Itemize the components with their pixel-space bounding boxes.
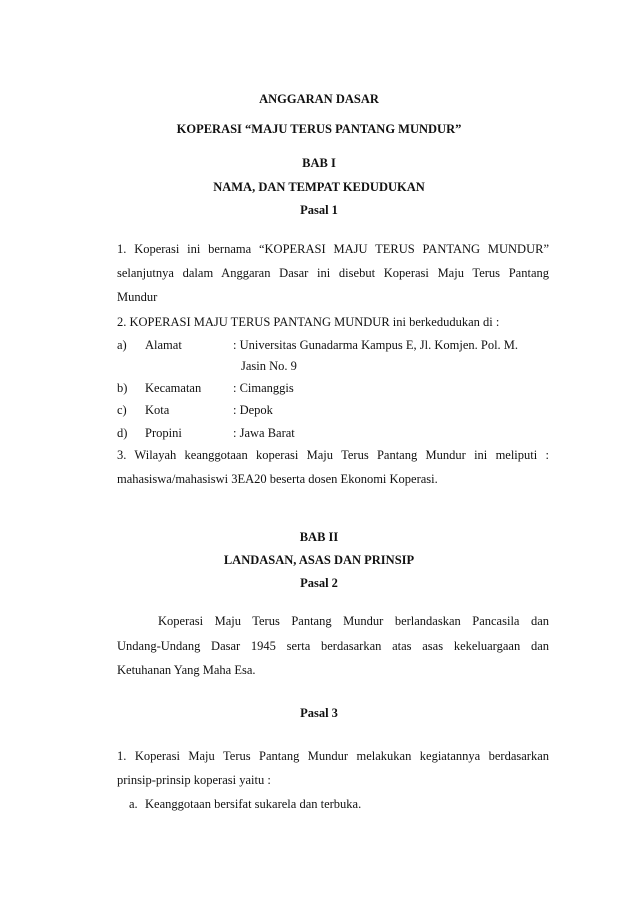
pasal2-paragraph-line2: Undang-Undang Dasar 1945 serta berdasarkan atas asas kekeluargaan dan [117, 639, 549, 653]
pasal2-paragraph-line3: Ketuhanan Yang Maha Esa. [117, 663, 256, 677]
pasal1-paragraph1-line3: Mundur [117, 290, 158, 304]
pasal3-paragraph1-line2: prinsip-prinsip koperasi yaitu : [117, 773, 271, 787]
bab2-title: LANDASAN, ASAS DAN PRINSIP [223, 553, 415, 567]
address-item-continuation: Jasin No. 9 [241, 359, 297, 373]
item-label: Alamat [145, 338, 182, 352]
item-text: Keanggotaan bersifat sukarela dan terbuka. [145, 797, 362, 811]
item-marker: a. [129, 797, 138, 811]
document-title: ANGGARAN DASAR [259, 92, 379, 106]
item-marker: d) [117, 426, 128, 440]
pasal1-paragraph1-line1: 1. Koperasi ini bernama “KOPERASI MAJU TERUS PANTANG MUNDUR” [117, 242, 549, 256]
pasal1-paragraph2: 2. KOPERASI MAJU TERUS PANTANG MUNDUR ini berkedudukan di : [117, 315, 500, 329]
item-marker: a) [117, 338, 127, 352]
bab1-heading: BAB I [302, 156, 336, 170]
bab2-heading: BAB II [299, 530, 339, 544]
pasal1-paragraph1-line2: selanjutnya dalam Anggaran Dasar ini disebut Koperasi Maju Terus Pantang [117, 266, 549, 280]
pasal2-heading: Pasal 2 [300, 576, 338, 590]
pasal1-paragraph3-line2: mahasiswa/mahasiswi 3EA20 beserta dosen Ekonomi Koperasi. [117, 472, 438, 486]
item-marker: c) [117, 403, 127, 417]
pasal1-heading: Pasal 1 [300, 203, 338, 217]
item-label: Kecamatan [145, 381, 202, 395]
item-value: : Cimanggis [233, 381, 294, 395]
bab1-title: NAMA, DAN TEMPAT KEDUDUKAN [213, 180, 425, 194]
item-value: : Depok [233, 403, 273, 417]
item-value: : Universitas Gunadarma Kampus E, Jl. Komjen. Pol. M. [233, 338, 519, 352]
document-subtitle: KOPERASI “MAJU TERUS PANTANG MUNDUR” [176, 122, 462, 136]
pasal2-paragraph-line1: Koperasi Maju Terus Pantang Mundur berlandaskan Pancasila dan [158, 614, 549, 628]
pasal1-paragraph3-line1: 3. Wilayah keanggotaan koperasi Maju Terus Pantang Mundur ini meliputi : [117, 448, 549, 462]
item-label: Kota [145, 403, 170, 417]
pasal3-heading: Pasal 3 [300, 706, 338, 720]
item-label: Propini [145, 426, 182, 440]
item-value: : Jawa Barat [233, 426, 295, 440]
pasal3-paragraph1-line1: 1. Koperasi Maju Terus Pantang Mundur melakukan kegiatannya berdasarkan [117, 749, 549, 763]
item-marker: b) [117, 381, 128, 395]
